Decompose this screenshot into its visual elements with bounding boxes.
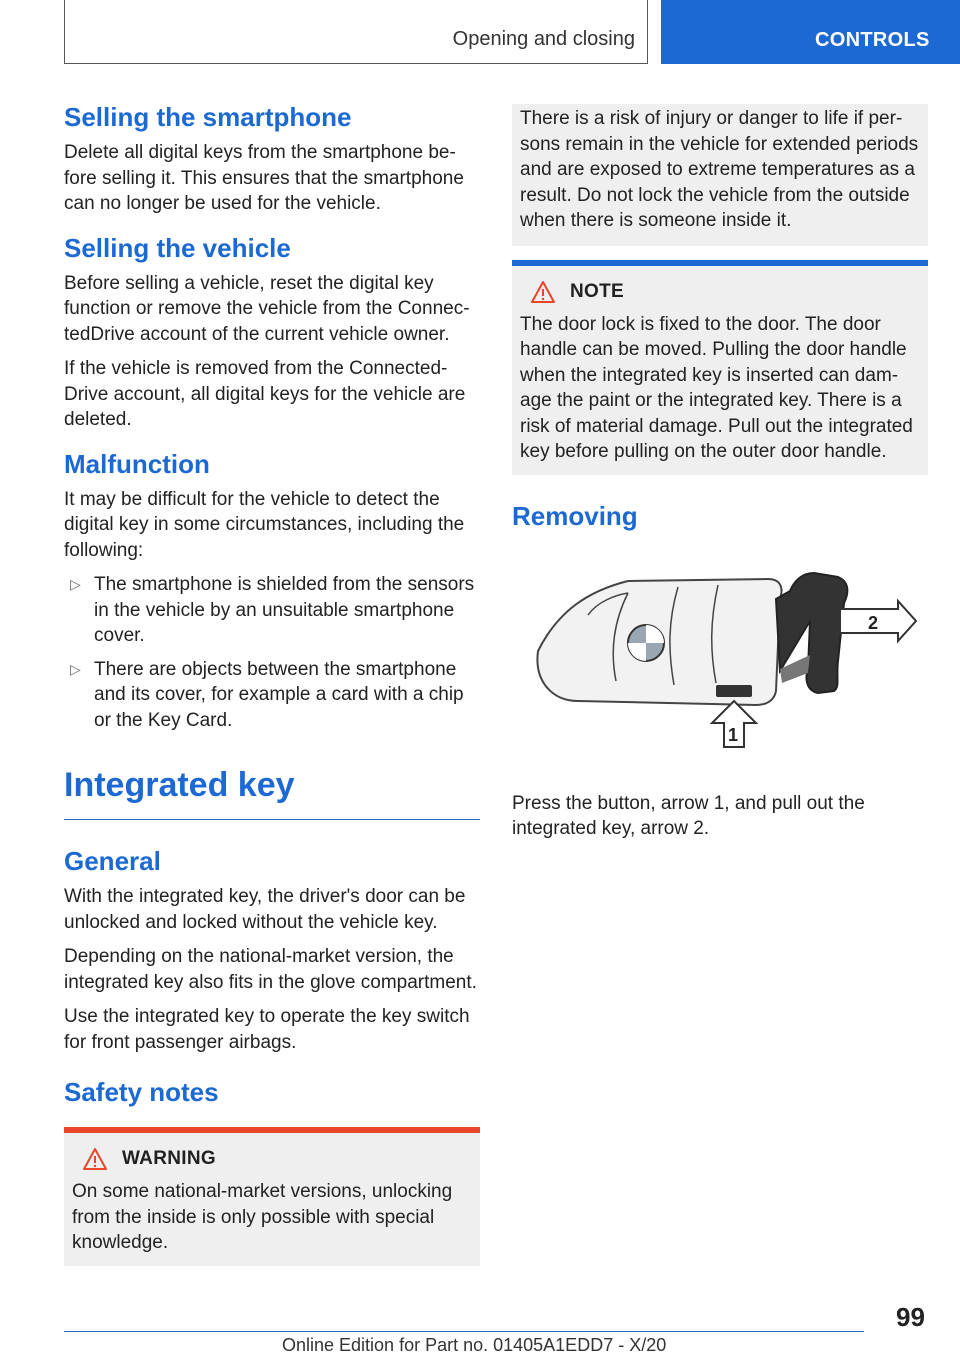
warning-title: WARNING (122, 1148, 216, 1169)
footer-edition: Online Edition for Part no. 01405A1EDD7 - X/20 (282, 1335, 667, 1355)
text-selling-smartphone: Delete all digital keys from the smartphone before selling it. This ensures that the smartphone can no longer be used for the vehicle. (64, 142, 464, 214)
list-item-text: There are objects between the smartphone and its cover, for example a card with a chip or the Key Card. (94, 658, 464, 731)
malfunction-list (64, 572, 480, 733)
warning-triangle-icon (530, 280, 556, 304)
warning-continuation-text: There is a risk of injury or danger to life if persons remain in the vehicle for extended periods and are exposed to extreme temperatures as a result. Do not lock the vehicle from the outside when there is someone inside it. (520, 108, 919, 231)
heading-removing: Removing (512, 500, 638, 531)
release-button (716, 685, 752, 697)
list-item-text: The smartphone is shielded from the sensors in the vehicle by an unsuitable smartphone cover. (94, 574, 475, 646)
heading-safety-notes: Safety notes (64, 1077, 219, 1107)
list-item (64, 572, 480, 649)
heading-selling-vehicle: Selling the vehicle (64, 232, 291, 263)
arrow-1-label: 1 (728, 724, 739, 745)
page-number: 99 (896, 1302, 925, 1332)
note-text: The door lock is fixed to the door. The door handle can be moved. Pulling the door handle when the integrated key is inserted can damage the paint or the integrated key. There is a risk of material damage. Pull out the integrated key before pulling on the outer door handle. (520, 313, 913, 462)
text-malfunction: It may be difficult for the vehicle to detect the digital key in some circumstances, including the following: (64, 488, 465, 561)
warning-text: On some national-market versions, unlocking from the inside is only possible with special knowledge. (72, 1181, 453, 1253)
header-section-title: Opening and closing (452, 28, 635, 50)
note-box (512, 260, 928, 475)
warning-triangle-icon (82, 1147, 108, 1171)
heading-selling-smartphone: Selling the smartphone (64, 102, 352, 132)
warning-header (72, 1147, 472, 1171)
header-chapter-tab[interactable]: CONTROLS (661, 0, 960, 64)
text-general-3: Use the integrated key to operate the key switch for front passenger airbags. (64, 1006, 470, 1053)
text-selling-vehicle-1: Before selling a vehicle, reset the digital key function or remove the vehicle from the ConnectedDrive account of the current vehicle owner. (64, 272, 470, 345)
left-column (64, 100, 480, 1266)
note-title: NOTE (570, 280, 624, 302)
warning-box (64, 1127, 480, 1266)
integrated-key-illustration (518, 551, 918, 751)
text-general-2: Depending on the national-market version, the integrated key also fits in the glove compartment. (64, 946, 477, 993)
text-general-1: With the integrated key, the driver's door can be unlocked and locked without the vehicle key. (64, 886, 466, 933)
arrow-2-label: 2 (868, 612, 879, 633)
text-selling-vehicle-2: If the vehicle is removed from the ConnectedDrive account, all digital keys for the vehicle are deleted. (64, 358, 466, 430)
chapter-title-integrated-key: Integrated key (64, 763, 480, 820)
note-header (520, 280, 920, 304)
right-column (512, 102, 928, 851)
heading-general: General (64, 846, 161, 876)
heading-malfunction: Malfunction (64, 448, 210, 479)
triangle-bullet-icon: ▷ (70, 576, 81, 592)
footer-divider (64, 1331, 864, 1332)
warning-continuation-box (512, 104, 928, 246)
text-removing: Press the button, arrow 1, and pull out the integrated key, arrow 2. (512, 792, 865, 839)
list-item (64, 657, 480, 734)
triangle-bullet-icon: ▷ (70, 660, 81, 677)
